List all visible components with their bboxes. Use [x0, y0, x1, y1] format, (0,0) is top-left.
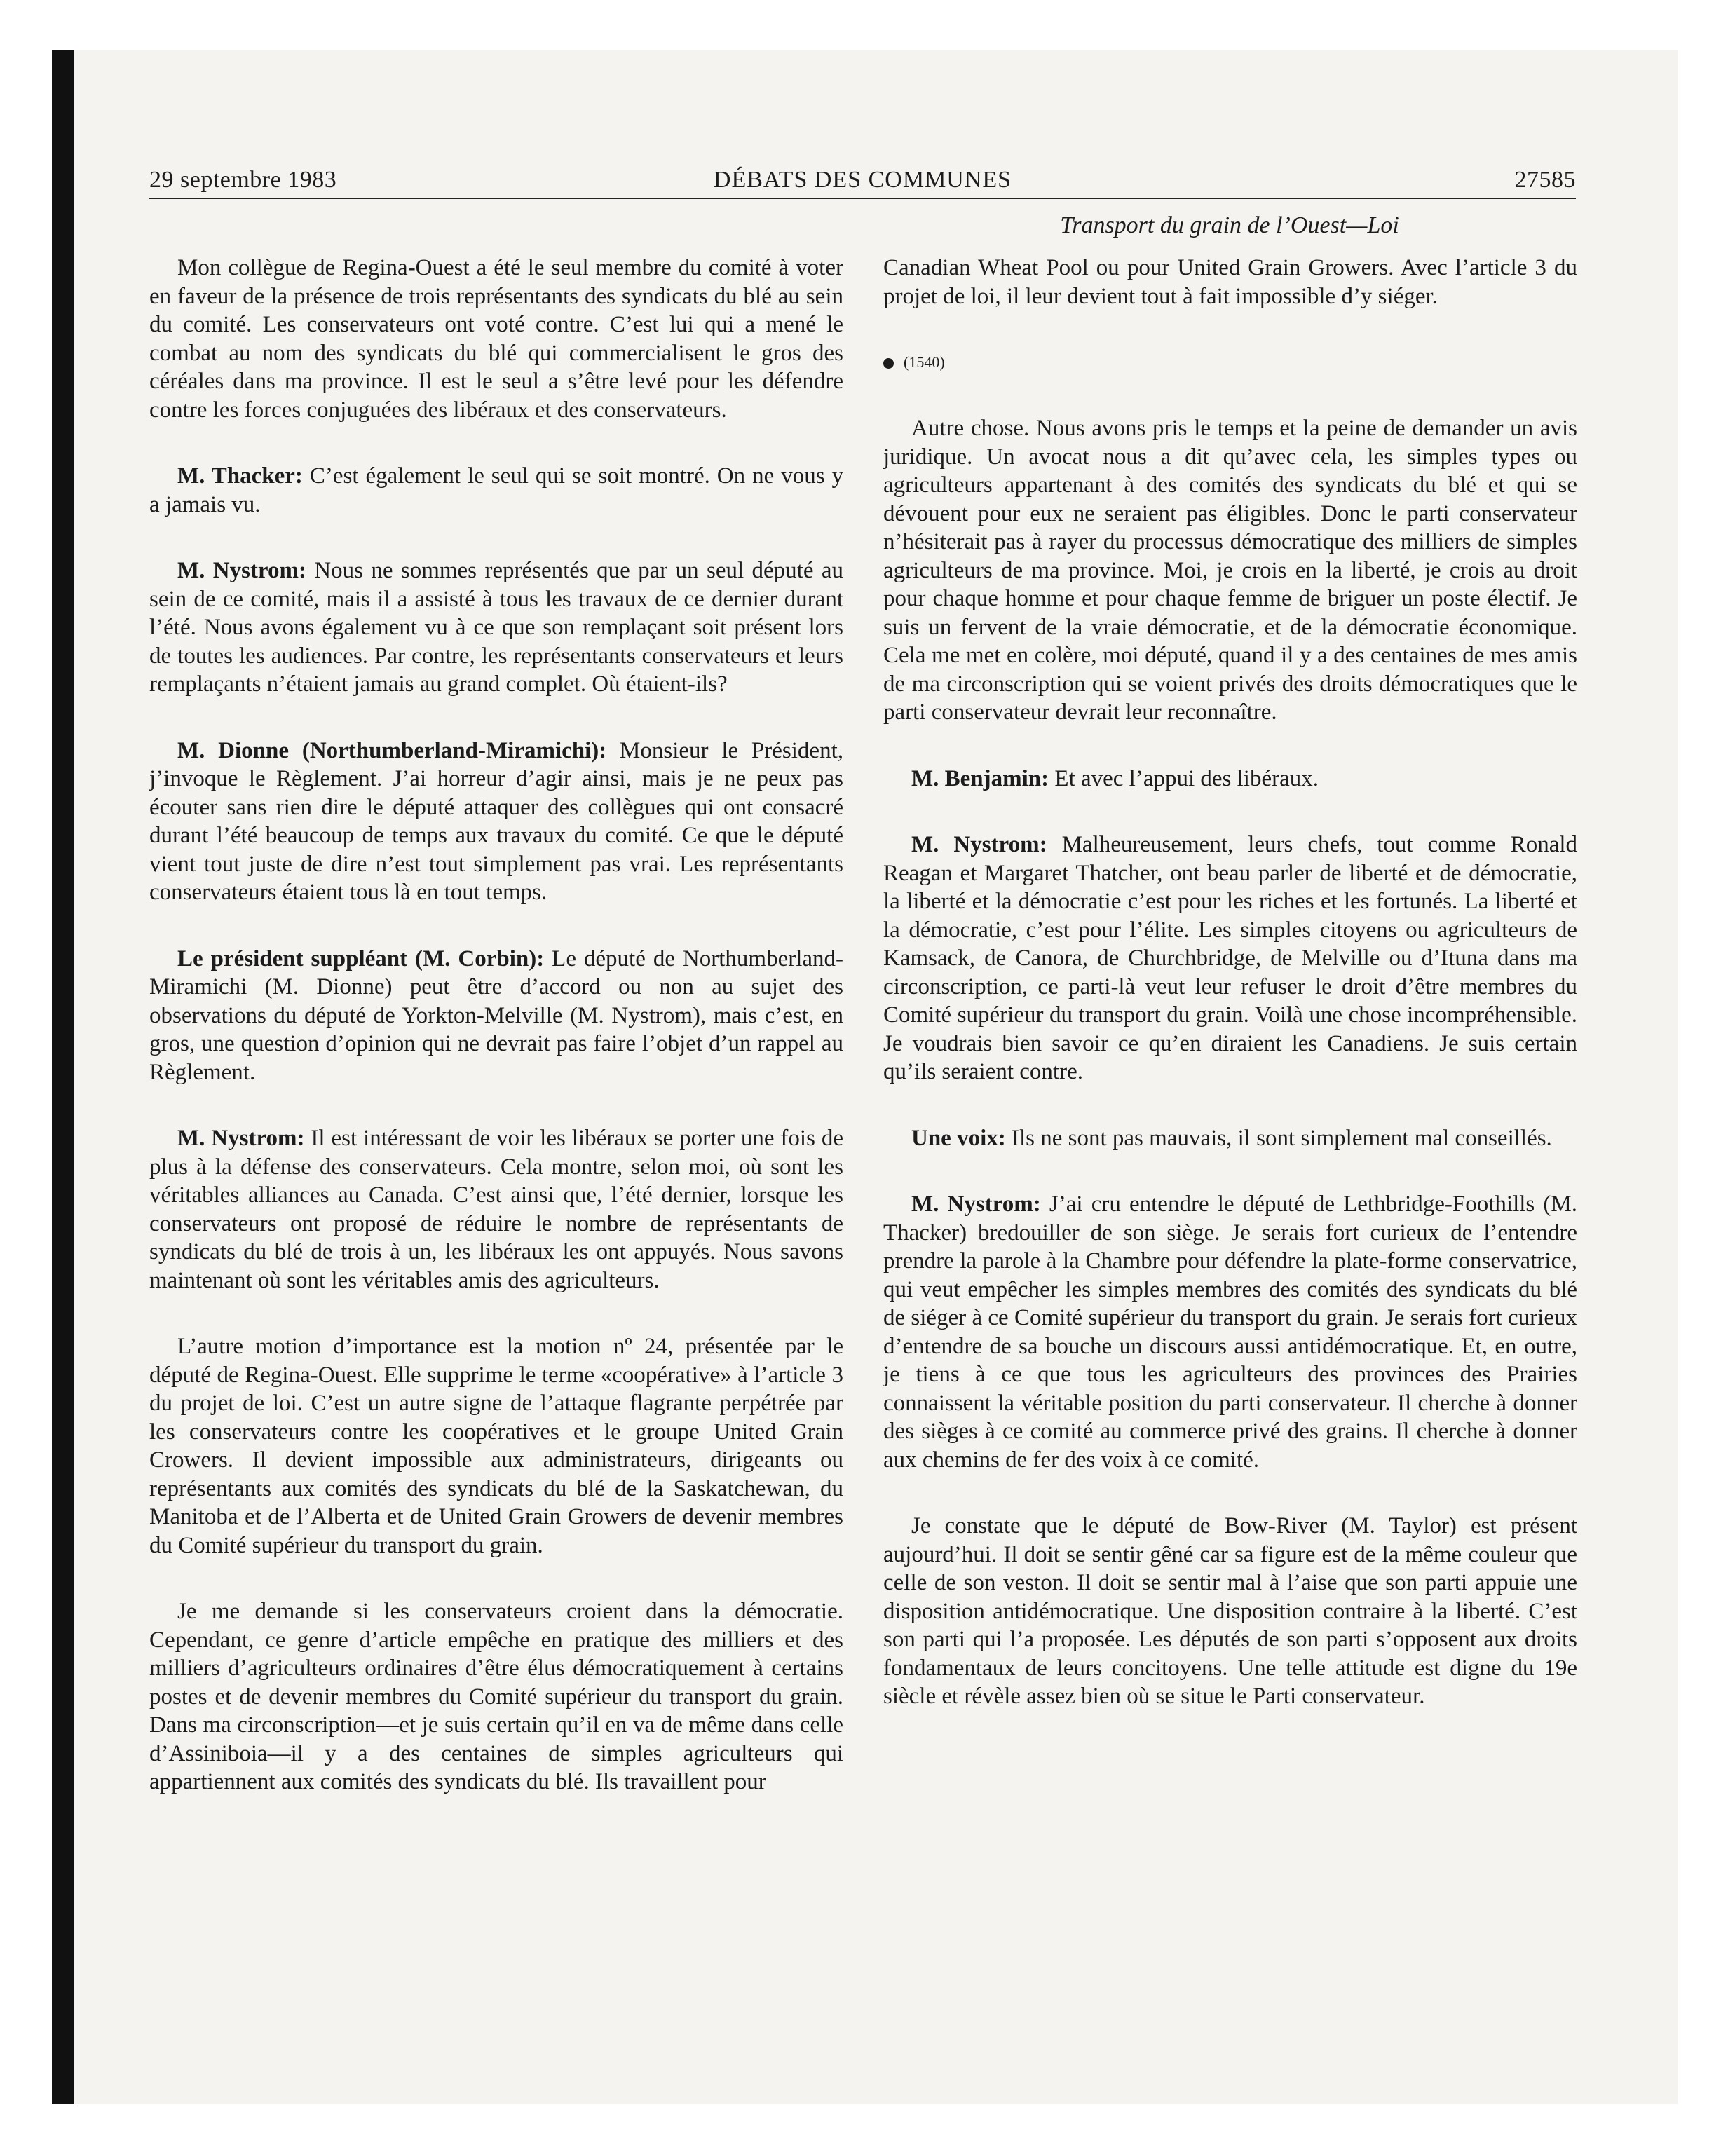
speech-paragraph	[149, 737, 843, 907]
speech-paragraph	[149, 945, 843, 1087]
speech-text: C’est également le seul qui se soit montré. On ne vous y a jamais vu.	[149, 463, 843, 517]
speech-text: Nous ne sommes représentés que par un seul député au sein de ce comité, mais il a assisté à tous les travaux de ce dernier durant l’été. Nous avons également vu à ce que son remplaçant soit présent lors de toutes les audiences. Par contre, les représentants conservateurs et leurs remplaçants n’étaient jamais au grand complet. Où étaient-ils?	[149, 558, 843, 697]
speech-paragraph	[883, 765, 1577, 793]
speaker-name: Une voix:	[911, 1125, 1006, 1151]
speech-text: Malheureusement, leurs chefs, tout comme Ronald Reagan et Margaret Thatcher, ont beau parler de liberté et de démocratie, la liberté et la démocratie c’est pour les riches et les fortunés. La liberté et la démocratie, c’est pour l’élite. Les simples citoyens ou agriculteurs de Kamsack, de Canora, de Churchbridge, de Melville ou d’Ituna dans ma circonscription, ce parti-là veut leur refuser le droit d’être membres du Comité supérieur du transport du grain. Voilà une chose incompréhensible. Je voudrais bien savoir ce qu’en diraient les Canadiens. Je suis certain qu’ils seraient contre.	[883, 832, 1578, 1084]
header-title: DÉBATS DES COMMUNES	[713, 167, 1012, 193]
speaker-name: M. Thacker:	[177, 463, 303, 489]
time-marker	[883, 348, 1577, 376]
time-marker-text: (1540)	[904, 353, 945, 371]
speech-text: J’ai cru entendre le député de Lethbridge-Foothills (M. Thacker) bredouiller de son siège. Je serais fort curieux de l’entendre prendre la parole à la Chambre pour défendre la plate-forme conservatrice, qui veut empêcher les simples membres des comités des syndicats du blé de siéger à ce Comité supérieur du transport du grain. Je serais fort curieux d’entendre de sa bouche un discours aussi antidémocratique. Et, en outre, je tiens à ce que tous les agriculteurs des provinces des Prairies connaissent la véritable position du parti conservateur. Il cherche à donner des sièges à ce comité au commerce privé des grains. Il cherche à donner aux chemins de fer des voix à ce comité.	[883, 1192, 1577, 1473]
bullet-icon	[883, 358, 894, 369]
paragraph: Je constate que le député de Bow-River (M. Taylor) est présent aujourd’hui. Il doit se sentir gêné car sa figure est de la même couleur que celle de son veston. Il doit se sentir mal à l’aise que son parti appuie une disposition antidémocratique. Une disposition contraire à la liberté. C’est son parti qui l’a proposée. Les députés de son parti s’opposent aux droits fondamentaux de leurs concitoyens. Une telle attitude est digne du 19e siècle et révèle assez bien où se situe le Parti conservateur.	[883, 1513, 1577, 1709]
speech-text: Le député de Northumberland-Miramichi (M. Dionne) peut être d’accord ou non au sujet des observations du député de Yorkton-Melville (M. Nystrom), mais c’est, en gros, une question d’opinion qui ne devrait pas faire l’objet d’un rappel au Règlement.	[149, 946, 844, 1085]
speaker-name: M. Nystrom:	[177, 558, 306, 583]
speech-paragraph	[149, 462, 843, 519]
speech-paragraph	[149, 557, 843, 699]
speech-text: Monsieur le Président, j’invoque le Règlement. J’ai horreur d’agir ainsi, mais je ne peux pas écouter sans rien dire le député attaquer des collègues qui ont consacré durant l’été beaucoup de temps aux travaux du comité. Ce que le député vient tout juste de dire n’est tout simplement pas vrai. Les représentants conservateurs étaient tous là en tout temps.	[149, 737, 843, 905]
paragraph: Autre chose. Nous avons pris le temps et la peine de demander un avis juridique. Un avocat nous a dit qu’avec cela, les simples types ou agriculteurs appartenant à des comités des syndicats du blé et qui se dévouent pour eux ne seraient pas éligibles. Donc le parti conservateur n’hésiterait pas à rayer du processus démocratique des milliers de simples agriculteurs de ma province. Moi, je crois en la liberté, je crois au droit pour chaque homme et pour chaque femme de briguer un poste électif. Je suis un fervent de la vraie démocratie, et de la démocratie économique. Cela me met en colère, moi député, quand il y a des centaines de mes amis de ma circonscription qui se voient privés des droits démocratiques que le parti conservateur devrait leur reconnaître.	[883, 416, 1577, 725]
paragraph: Canadian Wheat Pool ou pour United Grain Growers. Avec l’article 3 du projet de loi, il leur devient tout à fait impossible d’y siéger.	[883, 255, 1577, 309]
speech-paragraph	[149, 1124, 843, 1295]
speaker-name: M. Nystrom:	[177, 1126, 305, 1151]
paragraph: Je me demande si les conservateurs croient dans la démocratie. Cependant, ce genre d’article empêche en pratique des milliers et des milliers d’agriculteurs ordinaires d’être élus démocratiquement à certains postes et de devenir membres du Comité supérieur du transport du grain. Dans ma circonscription—et je suis certain qu’il en va de même dans celle d’Assiniboia—il y a des centaines de simples agriculteurs qui appartiennent aux comités des syndicats du blé. Ils travaillent pour	[149, 1599, 843, 1794]
paragraph: L’autre motion d’importance est la motion nº 24, présentée par le député de Regina-Ouest. Elle supprime le terme «coopérative» à l’article 3 du projet de loi. C’est un autre signe de l’attaque flagrante perpétrée par les conservateurs contre les coopératives et le groupe United Grain Crowers. Il devient impossible aux administrateurs, dirigeants ou représentants aux comités des syndicats du blé de la Saskatchewan, du Manitoba et de l’Alberta et de United Grain Growers de devenir membres du Comité supérieur du transport du grain.	[149, 1334, 843, 1558]
page-number: 27585	[1514, 167, 1576, 193]
binding-edge	[52, 50, 74, 2104]
speech-paragraph	[883, 1190, 1577, 1474]
speaker-name: M. Nystrom:	[911, 1192, 1041, 1217]
speech-paragraph	[883, 1124, 1577, 1153]
speaker-name: Le président suppléant (M. Corbin):	[177, 946, 545, 971]
right-column	[883, 254, 1577, 1749]
speech-paragraph	[883, 831, 1577, 1086]
speaker-name: M. Nystrom:	[911, 832, 1047, 857]
speech-text: Et avec l’appui des libéraux.	[1049, 765, 1319, 791]
speaker-name: M. Dionne (Northumberland-Miramichi):	[177, 737, 607, 763]
header-date: 29 septembre 1983	[149, 167, 337, 193]
page-header	[149, 163, 1576, 198]
speech-text: Il est intéressant de voir les libéraux se porter une fois de plus à la défense des conservateurs. Cela montre, selon moi, où sont les véritables alliances au Canada. C’est ainsi que, l’été dernier, lorsque les conservateurs ont proposé de réduire le nombre de représentants de syndicats du blé de trois à un, les libéraux les ont appuyés. Nous savons maintenant où sont les véritables amis des agriculteurs.	[149, 1126, 843, 1293]
header-rule	[149, 198, 1576, 199]
speaker-name: M. Benjamin:	[911, 765, 1049, 791]
speech-text: Ils ne sont pas mauvais, il sont simplement mal conseillés.	[1005, 1125, 1552, 1151]
running-title: Transport du grain de l’Ouest—Loi	[1060, 212, 1399, 238]
left-column	[149, 254, 843, 1834]
paragraph: Mon collègue de Regina-Ouest a été le seul membre du comité à voter en faveur de la présence de trois représentants des syndicats du blé au sein du comité. Les conservateurs ont voté contre. C’est lui qui a mené le combat au nom des syndicats du blé qui commercialisent le gros des céréales dans ma province. Il est le seul a s’être levé pour les défendre contre les forces conjuguées des libéraux et des conservateurs.	[149, 255, 843, 423]
